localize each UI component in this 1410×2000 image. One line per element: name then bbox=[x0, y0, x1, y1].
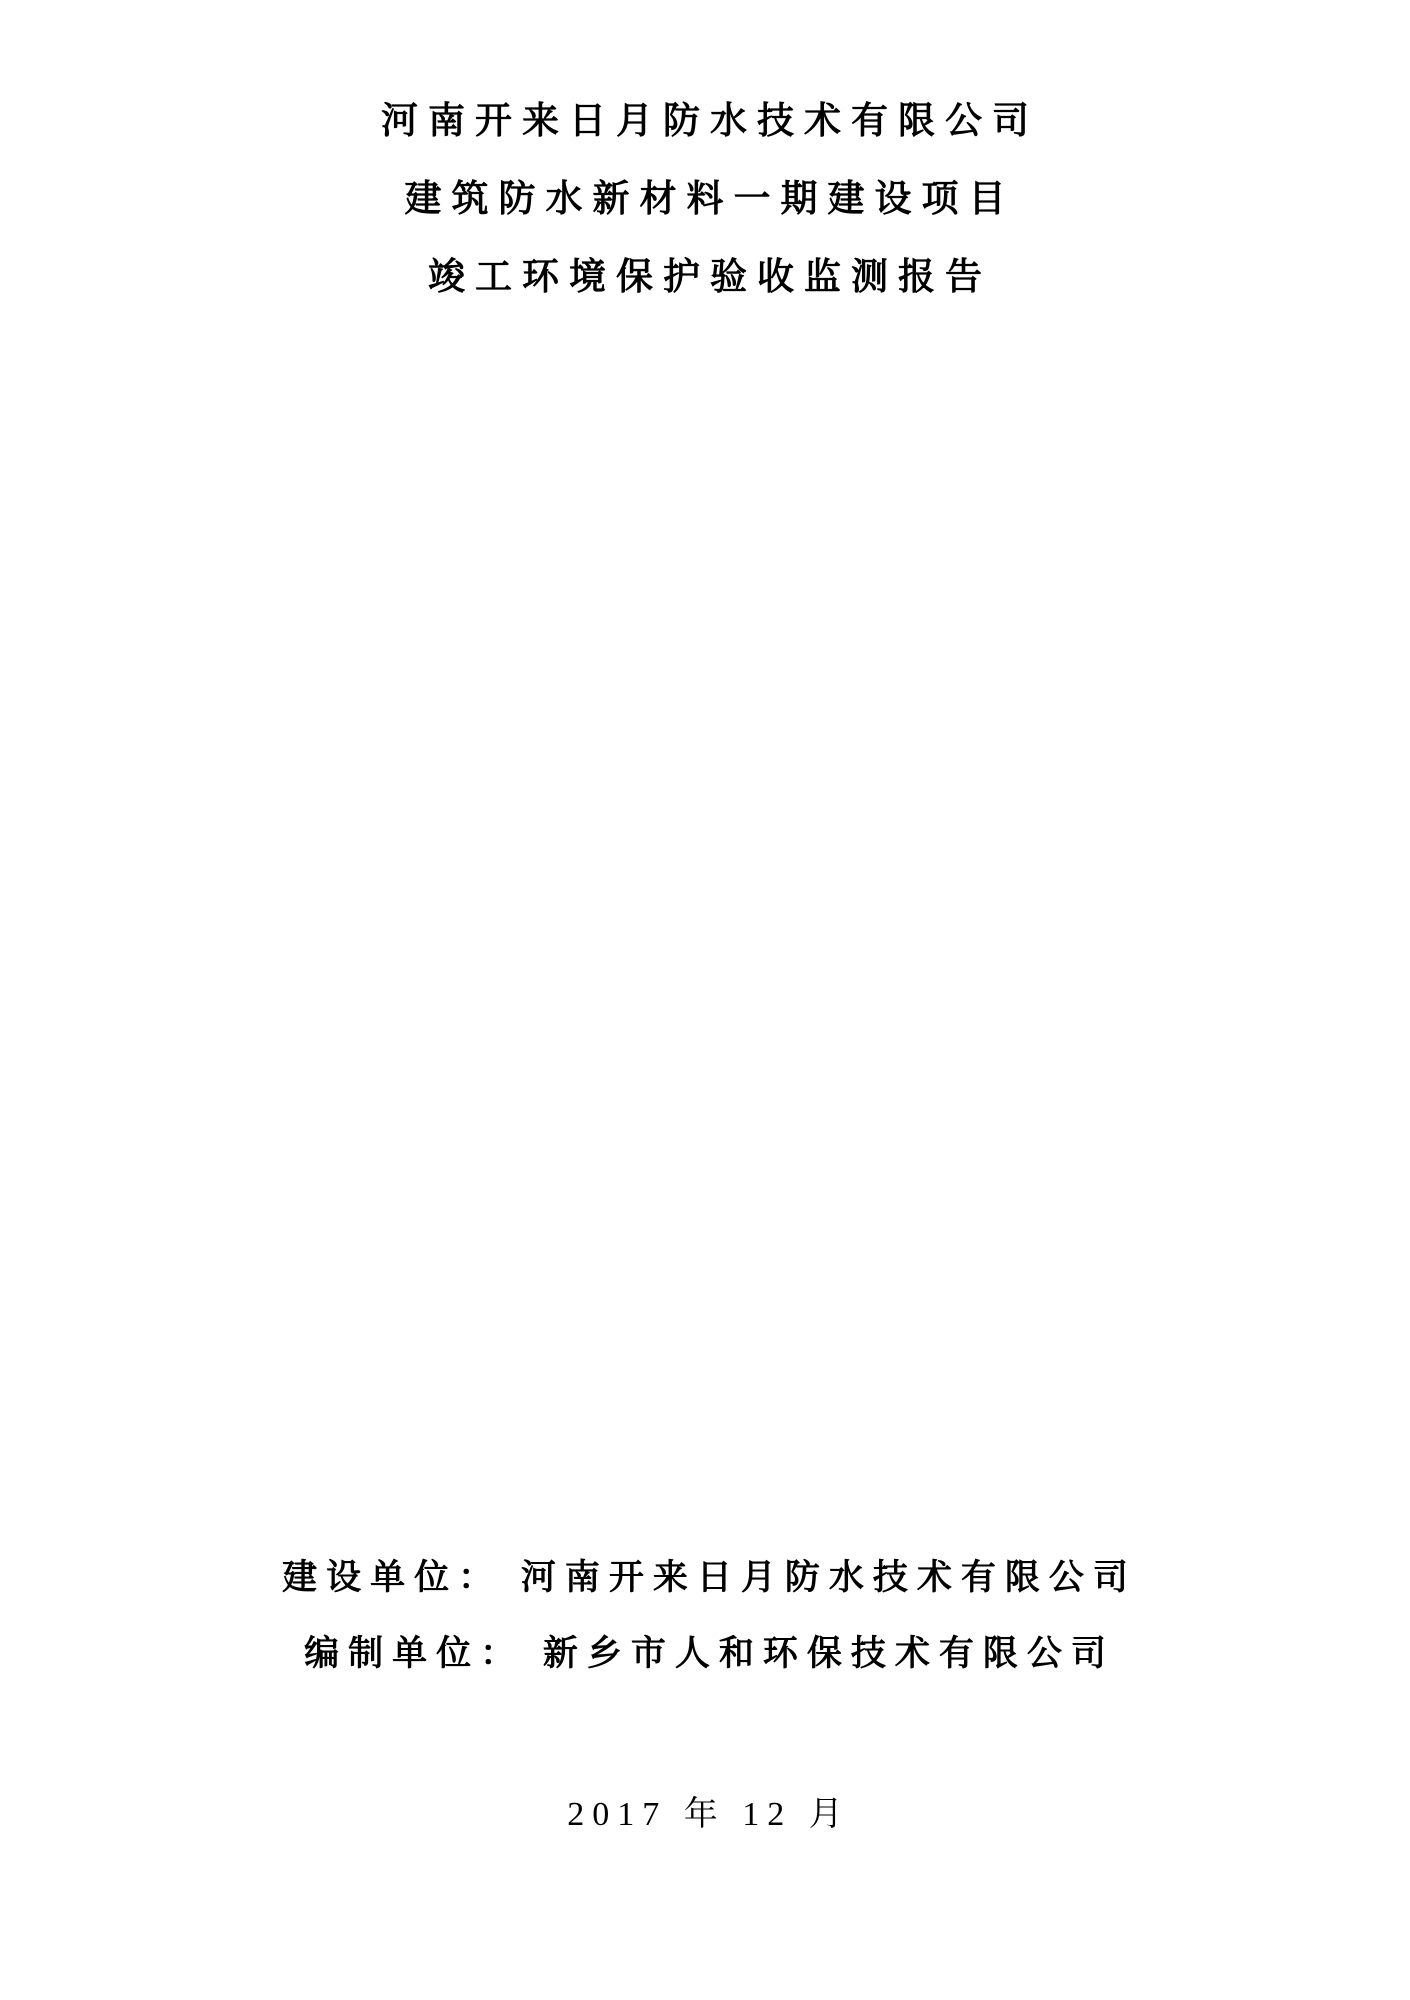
construction-unit-line: 建设单位： 河南开来日月防水技术有限公司 bbox=[282, 1558, 1137, 1597]
document-date: 2017 年 12 月 bbox=[567, 1796, 851, 1833]
page-title-line-2: 建筑防水新材料一期建设项目 bbox=[404, 178, 1016, 219]
cover-title-block bbox=[0, 82, 1410, 316]
preparation-unit-line: 编制单位： 新乡市人和环保技术有限公司 bbox=[304, 1634, 1115, 1673]
page-title-line-3: 竣工环境保护验收监测报告 bbox=[428, 256, 992, 297]
cover-date-block bbox=[0, 1790, 1410, 1840]
page-title-line-1: 河南开来日月防水技术有限公司 bbox=[381, 100, 1039, 141]
cover-units-block bbox=[0, 1540, 1410, 1692]
